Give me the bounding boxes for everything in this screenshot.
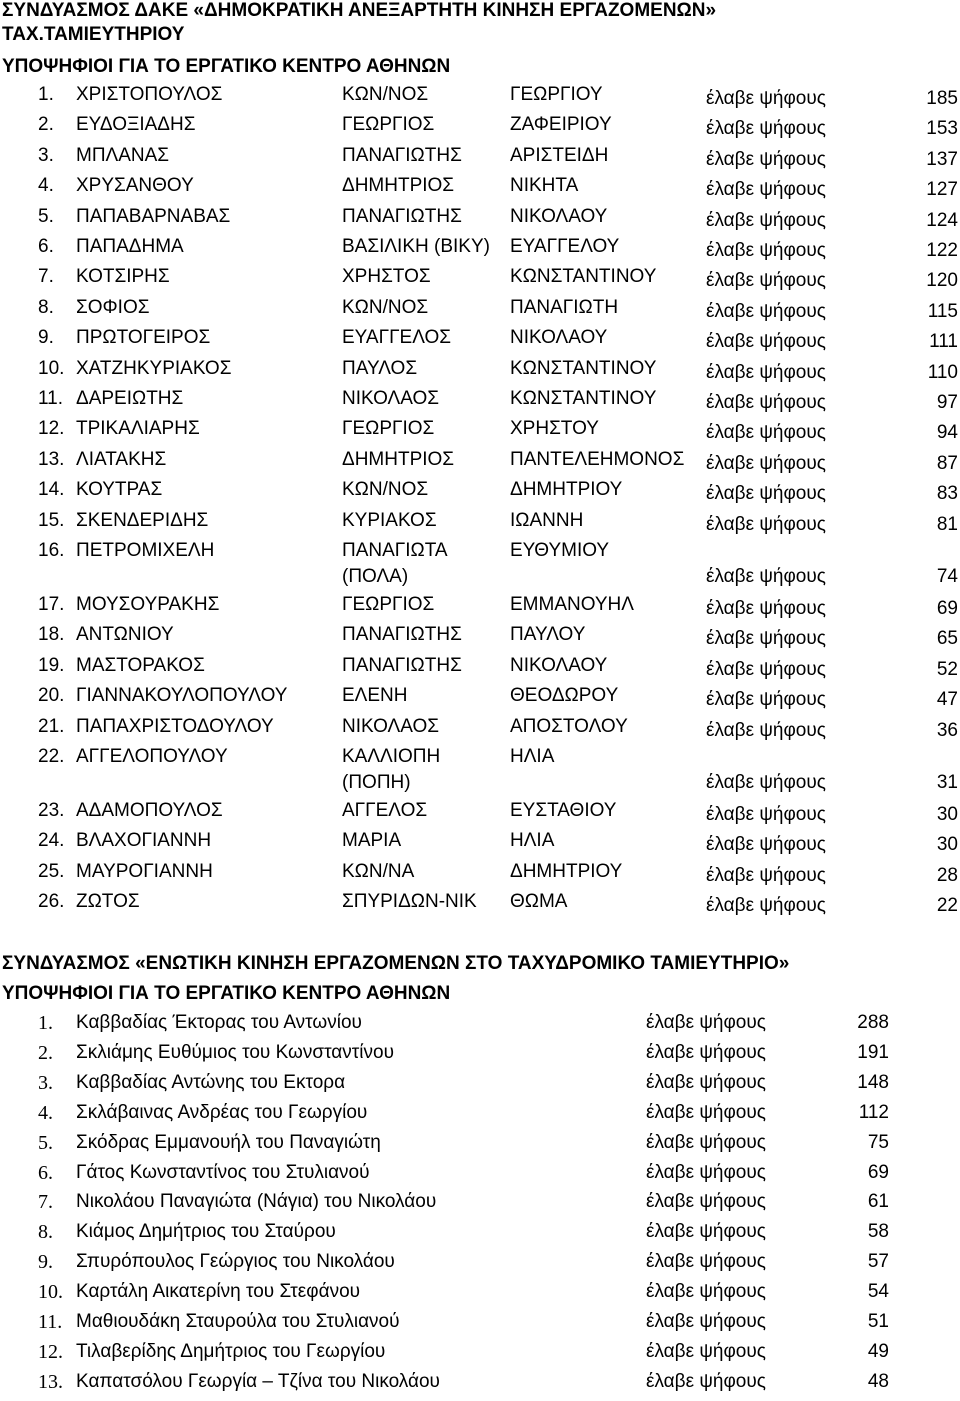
- candidate-row: [0, 297, 960, 327]
- candidate-number: 24.: [38, 830, 65, 852]
- votes-label: έλαβε ψήφους: [646, 1131, 766, 1153]
- votes-label: έλαβε ψήφους: [646, 1041, 766, 1063]
- candidate-first-name: ΠΑΝΑΓΙΩΤΑ: [342, 540, 448, 561]
- candidate-father-name: ΝΙΚΟΛΑΟΥ: [510, 327, 608, 349]
- candidate-first-name: ΝΙΚΟΛΑΟΣ: [342, 715, 440, 737]
- candidate-number: 10.: [38, 1281, 63, 1304]
- candidate-surname: ΛΙΑΤΑΚΗΣ: [76, 448, 167, 470]
- votes-label: έλαβε ψήφους: [706, 804, 826, 825]
- votes-label: έλαβε ψήφους: [646, 1251, 766, 1273]
- candidate-number: 5.: [38, 205, 54, 227]
- votes-label: έλαβε ψήφους: [706, 513, 826, 535]
- candidate-nickname: (ΠΟΛΑ): [342, 566, 409, 587]
- candidate-row: [0, 800, 960, 830]
- candidate-surname: ΧΡΥΣΑΝΘΟΥ: [76, 175, 194, 197]
- candidate-surname: ΠΑΠΑΔΗΜΑ: [76, 236, 184, 257]
- votes-label: έλαβε ψήφους: [706, 118, 826, 140]
- candidate-father-name: ΕΥΣΤΑΘΙΟΥ: [510, 800, 617, 821]
- candidate-number: 11.: [38, 1311, 63, 1333]
- candidate-father-name: ΗΛΙΑ: [510, 830, 555, 852]
- votes-label: έλαβε ψήφους: [706, 179, 826, 201]
- votes-label: έλαβε ψήφους: [706, 148, 826, 170]
- candidate-row: [0, 1132, 960, 1162]
- candidate-first-name: ΓΕΩΡΓΙΟΣ: [342, 114, 435, 136]
- candidate-number: 3.: [38, 144, 54, 166]
- candidate-number: 8.: [38, 296, 54, 318]
- candidate-name: Σκόδρας Εμμανουήλ του Παναγιώτη: [76, 1131, 381, 1153]
- candidate-number: 2.: [38, 114, 54, 136]
- votes-label: έλαβε ψήφους: [646, 1311, 766, 1332]
- votes-count: 48: [867, 1370, 889, 1392]
- candidate-row: [0, 1341, 960, 1371]
- votes-count: 120: [926, 270, 958, 292]
- candidate-name: Τιλαβερίδης Δημήτριος του Γεωργίου: [76, 1340, 386, 1362]
- section2-subheading: ΥΠΟΨΗΦΙΟΙ ΓΙΑ ΤΟ ΕΡΓΑΤΙΚΟ ΚΕΝΤΡΟ ΑΘΗΝΩΝ: [2, 983, 451, 1004]
- candidate-name: Νικολάου Παναγιώτα (Νάγια) του Νικολάου: [76, 1191, 437, 1213]
- candidate-row: [0, 1072, 960, 1102]
- candidate-father-name: ΘΩΜΑ: [510, 891, 568, 913]
- candidate-first-name: ΚΩΝ/ΝΟΣ: [342, 479, 429, 501]
- votes-label: έλαβε ψήφους: [646, 1191, 766, 1213]
- candidate-surname: ΜΑΣΤΟΡΑΚΟΣ: [76, 654, 205, 676]
- candidate-father-name: ΠΑΝΤΕΛΕΗΜΟΝΟΣ: [510, 448, 685, 470]
- votes-label: έλαβε ψήφους: [706, 719, 826, 741]
- votes-label: έλαβε ψήφους: [706, 422, 826, 444]
- candidate-surname: ΔΑΡΕΙΩΤΗΣ: [76, 388, 184, 409]
- candidate-row: [0, 1251, 960, 1281]
- votes-count: 58: [867, 1221, 889, 1243]
- candidate-name: Καββαδίας Έκτορας του Αντωνίου: [76, 1012, 362, 1033]
- candidate-row: [0, 746, 960, 793]
- candidate-name: Σκλιάμης Ευθύμιος του Κωνσταντίνου: [76, 1041, 394, 1063]
- votes-label: έλαβε ψήφους: [706, 658, 826, 680]
- section1-heading-line2: ΤΑΧ.ΤΑΜΙΕΥΤΗΡΙΟΥ: [2, 24, 185, 45]
- candidate-father-name: ΚΩΝΣΤΑΝΤΙΝΟΥ: [510, 357, 657, 379]
- votes-label: έλαβε ψήφους: [706, 209, 826, 231]
- votes-label: έλαβε ψήφους: [706, 864, 826, 886]
- votes-label: έλαβε ψήφους: [706, 895, 826, 917]
- candidate-first-name: ΔΗΜΗΤΡΙΟΣ: [342, 448, 455, 470]
- votes-count: 288: [857, 1012, 889, 1033]
- votes-count: 185: [926, 88, 958, 109]
- candidate-father-name: ΑΠΟΣΤΟΛΟΥ: [510, 715, 628, 737]
- candidate-father-name: ΖΑΦΕΙΡΙΟΥ: [510, 114, 612, 136]
- candidate-surname: ΜΟΥΣΟΥΡΑΚΗΣ: [76, 594, 220, 615]
- votes-label: έλαβε ψήφους: [646, 1161, 766, 1183]
- candidate-row: [0, 1191, 960, 1221]
- votes-count: 57: [867, 1251, 889, 1273]
- votes-label: έλαβε ψήφους: [706, 392, 826, 413]
- votes-label: έλαβε ψήφους: [646, 1101, 766, 1123]
- candidate-father-name: ΠΑΝΑΓΙΩΤΗ: [510, 296, 619, 318]
- candidate-row: [0, 830, 960, 860]
- candidate-row: [0, 206, 960, 236]
- votes-count: 65: [936, 628, 958, 650]
- candidate-first-name: ΠΑΥΛΟΣ: [342, 357, 418, 379]
- candidate-row: [0, 1012, 960, 1042]
- candidate-first-name: ΝΙΚΟΛΑΟΣ: [342, 388, 440, 409]
- section2-heading: ΣΥΝΔΥΑΣΜΟΣ «ΕΝΩΤΙΚΗ ΚΙΝΗΣΗ ΕΡΓΑΖΟΜΕΝΩΝ ΣΤΟ ΤΑΧΥΔΡΟΜΙΚΟ ΤΑΜΙΕΥΤΗΡΙΟ»: [2, 953, 790, 974]
- candidate-father-name: ΔΗΜΗΤΡΙΟΥ: [510, 479, 623, 501]
- candidate-father-name: ΠΑΥΛΟΥ: [510, 624, 586, 646]
- candidate-number: 12.: [38, 418, 65, 440]
- candidate-number: 5.: [38, 1131, 53, 1154]
- votes-label: έλαβε ψήφους: [646, 1221, 766, 1243]
- candidate-number: 13.: [38, 1370, 63, 1393]
- candidate-first-name: ΕΛΕΝΗ: [342, 685, 408, 707]
- votes-label: έλαβε ψήφους: [706, 628, 826, 650]
- votes-count: 74: [936, 566, 958, 587]
- candidate-row: [0, 716, 960, 746]
- candidate-number: 20.: [38, 685, 65, 707]
- candidate-surname: ΧΑΤΖΗΚΥΡΙΑΚΟΣ: [76, 357, 232, 379]
- candidate-number: 19.: [38, 654, 65, 676]
- votes-count: 127: [926, 179, 958, 201]
- votes-count: 30: [936, 804, 958, 825]
- candidate-number: 7.: [38, 1191, 53, 1214]
- candidate-father-name: ΑΡΙΣΤΕΙΔΗ: [510, 144, 609, 166]
- candidate-number: 6.: [38, 236, 54, 257]
- candidate-father-name: ΚΩΝΣΤΑΝΤΙΝΟΥ: [510, 388, 657, 409]
- votes-count: 28: [936, 864, 958, 886]
- candidate-number: 22.: [38, 746, 65, 767]
- votes-label: έλαβε ψήφους: [706, 452, 826, 474]
- candidate-first-name: ΚΥΡΙΑΚΟΣ: [342, 509, 437, 531]
- votes-count: 69: [867, 1161, 889, 1183]
- candidate-first-name: ΠΑΝΑΓΙΩΤΗΣ: [342, 624, 462, 646]
- votes-label: έλαβε ψήφους: [706, 240, 826, 261]
- candidate-row: [0, 114, 960, 144]
- votes-label: έλαβε ψήφους: [706, 331, 826, 353]
- candidate-number: 3.: [38, 1071, 53, 1094]
- candidate-number: 2.: [38, 1041, 53, 1064]
- candidate-name: Καπατσόλου Γεωργία – Τζίνα του Νικολάου: [76, 1370, 440, 1392]
- votes-count: 52: [936, 658, 958, 680]
- votes-label: έλαβε ψήφους: [706, 566, 826, 587]
- votes-count: 22: [936, 895, 958, 917]
- candidate-first-name: ΚΑΛΛΙΟΠΗ: [342, 746, 441, 767]
- votes-count: 75: [867, 1131, 889, 1153]
- candidate-row: [0, 388, 960, 418]
- votes-count: 69: [936, 598, 958, 619]
- candidate-first-name: ΠΑΝΑΓΙΩΤΗΣ: [342, 654, 462, 676]
- votes-count: 110: [927, 361, 958, 383]
- votes-count: 87: [936, 452, 958, 474]
- candidate-number: 1.: [38, 84, 54, 105]
- candidate-number: 17.: [38, 594, 65, 615]
- candidate-row: [0, 510, 960, 540]
- candidate-row: [0, 327, 960, 357]
- candidate-row: [0, 236, 960, 266]
- candidate-row: [0, 861, 960, 891]
- candidate-father-name: ΝΙΚΟΛΑΟΥ: [510, 654, 608, 676]
- candidate-father-name: ΓΕΩΡΓΙΟΥ: [510, 84, 603, 105]
- candidate-name: Γάτος Κωνσταντίνος του Στυλιανού: [76, 1161, 370, 1183]
- votes-label: έλαβε ψήφους: [706, 361, 826, 383]
- candidate-row: [0, 891, 960, 921]
- section1-subheading: ΥΠΟΨΗΦΙΟΙ ΓΙΑ ΤΟ ΕΡΓΑΤΙΚΟ ΚΕΝΤΡΟ ΑΘΗΝΩΝ: [2, 56, 451, 77]
- candidate-father-name: ΕΥΑΓΓΕΛΟΥ: [510, 236, 620, 257]
- candidate-number: 4.: [38, 175, 54, 197]
- votes-label: έλαβε ψήφους: [646, 1281, 766, 1303]
- candidate-first-name: ΚΩΝ/ΝΟΣ: [342, 84, 429, 105]
- votes-count: 47: [936, 689, 958, 711]
- candidate-surname: ΕΥΔΟΞΙΑΔΗΣ: [76, 114, 196, 136]
- votes-label: έλαβε ψήφους: [706, 300, 826, 322]
- candidate-surname: ΑΓΓΕΛΟΠΟΥΛΟΥ: [76, 746, 228, 767]
- candidate-father-name: ΘΕΟΔΩΡΟΥ: [510, 685, 619, 707]
- candidate-number: 23.: [38, 800, 65, 821]
- votes-count: 94: [936, 422, 958, 444]
- candidate-row: [0, 624, 960, 654]
- candidate-first-name: ΣΠΥΡΙΔΩΝ-ΝΙΚ: [342, 891, 477, 913]
- candidate-father-name: ΕΜΜΑΝΟΥΗΛ: [510, 594, 634, 615]
- votes-label: έλαβε ψήφους: [706, 88, 826, 109]
- candidate-number: 21.: [38, 715, 65, 737]
- candidate-surname: ΚΟΥΤΡΑΣ: [76, 479, 163, 501]
- votes-count: 122: [926, 240, 958, 261]
- candidate-surname: ΒΛΑΧΟΓΙΑΝΝΗ: [76, 830, 212, 852]
- votes-count: 124: [926, 209, 958, 231]
- candidate-first-name: ΠΑΝΑΓΙΩΤΗΣ: [342, 144, 462, 166]
- candidate-first-name: ΜΑΡΙΑ: [342, 830, 402, 852]
- candidate-name: Σκλάβαινας Ανδρέας του Γεωργίου: [76, 1101, 368, 1123]
- candidate-surname: ΖΩΤΟΣ: [76, 891, 140, 913]
- candidate-number: 6.: [38, 1161, 53, 1184]
- candidate-father-name: ΙΩΑΝΝΗ: [510, 509, 584, 531]
- candidate-row: [0, 594, 960, 624]
- candidate-first-name: ΚΩΝ/ΝΟΣ: [342, 296, 429, 318]
- votes-count: 61: [867, 1191, 889, 1213]
- candidate-surname: ΧΡΙΣΤΟΠΟΥΛΟΣ: [76, 84, 223, 105]
- candidate-name: Κιάμος Δημήτριος του Σταύρου: [76, 1221, 336, 1243]
- candidate-row: [0, 175, 960, 205]
- candidate-row: [0, 1102, 960, 1132]
- candidate-row: [0, 1371, 960, 1401]
- candidate-number: 13.: [38, 448, 65, 470]
- votes-label: έλαβε ψήφους: [706, 598, 826, 619]
- candidate-surname: ΠΑΠΑΧΡΙΣΤΟΔΟΥΛΟΥ: [76, 715, 274, 737]
- votes-count: 54: [867, 1281, 889, 1303]
- candidate-father-name: ΝΙΚΟΛΑΟΥ: [510, 205, 608, 227]
- votes-count: 97: [936, 392, 958, 413]
- votes-count: 153: [926, 118, 958, 140]
- candidate-number: 11.: [38, 388, 64, 409]
- section1-heading-line1: ΣΥΝΔΥΑΣΜΟΣ ΔΑΚΕ «ΔΗΜΟΚΡΑΤΙΚΗ ΑΝΕΞΑΡΤΗΤΗ ΚΙΝΗΣΗ ΕΡΓΑΖΟΜΕΝΩΝ»: [2, 0, 717, 21]
- votes-count: 111: [929, 331, 958, 353]
- candidate-row: [0, 685, 960, 715]
- candidate-surname: ΑΔΑΜΟΠΟΥΛΟΣ: [76, 800, 223, 821]
- candidate-first-name: ΒΑΣΙΛΙΚΗ (ΒΙΚΥ): [342, 236, 490, 257]
- candidate-row: [0, 266, 960, 296]
- candidate-father-name: ΕΥΘΥΜΙΟΥ: [510, 540, 610, 561]
- votes-label: έλαβε ψήφους: [706, 270, 826, 292]
- candidate-surname: ΓΙΑΝΝΑΚΟΥΛΟΠΟΥΛΟΥ: [76, 685, 288, 707]
- votes-count: 31: [936, 772, 958, 793]
- candidate-number: 1.: [38, 1012, 53, 1034]
- candidate-number: 18.: [38, 624, 65, 646]
- votes-count: 36: [936, 719, 958, 741]
- votes-label: έλαβε ψήφους: [646, 1340, 766, 1362]
- candidate-surname: ΑΝΤΩΝΙΟΥ: [76, 624, 174, 646]
- candidate-surname: ΚΟΤΣΙΡΗΣ: [76, 266, 170, 288]
- candidate-row: [0, 540, 960, 587]
- candidate-number: 15.: [38, 509, 65, 531]
- candidate-number: 25.: [38, 860, 65, 882]
- candidate-number: 10.: [38, 357, 65, 379]
- candidate-surname: ΤΡΙΚΑΛΙΑΡΗΣ: [76, 418, 200, 440]
- candidate-number: 7.: [38, 266, 54, 288]
- candidate-first-name: ΔΗΜΗΤΡΙΟΣ: [342, 175, 455, 197]
- candidate-row: [0, 145, 960, 175]
- candidate-row: [0, 418, 960, 448]
- candidate-first-name: ΓΕΩΡΓΙΟΣ: [342, 418, 435, 440]
- votes-count: 81: [936, 513, 958, 535]
- votes-label: έλαβε ψήφους: [646, 1370, 766, 1392]
- votes-count: 137: [926, 148, 958, 170]
- votes-count: 115: [927, 300, 958, 322]
- votes-count: 191: [857, 1041, 889, 1063]
- candidate-row: [0, 1042, 960, 1072]
- candidate-surname: ΣΚΕΝΔΕΡΙΔΗΣ: [76, 509, 209, 531]
- votes-count: 51: [867, 1311, 889, 1332]
- candidate-number: 8.: [38, 1221, 53, 1244]
- candidate-father-name: ΚΩΝΣΤΑΝΤΙΝΟΥ: [510, 266, 657, 288]
- candidate-row: [0, 358, 960, 388]
- candidate-surname: ΜΑΥΡΟΓΙΑΝΝΗ: [76, 860, 213, 882]
- candidate-father-name: ΔΗΜΗΤΡΙΟΥ: [510, 860, 623, 882]
- candidate-row: [0, 1281, 960, 1311]
- candidate-number: 16.: [38, 540, 65, 561]
- candidate-first-name: ΑΓΓΕΛΟΣ: [342, 800, 428, 821]
- votes-count: 30: [936, 834, 958, 856]
- candidate-number: 9.: [38, 1251, 53, 1274]
- candidate-row: [0, 655, 960, 685]
- votes-label: έλαβε ψήφους: [646, 1012, 766, 1033]
- candidate-first-name: ΓΕΩΡΓΙΟΣ: [342, 594, 435, 615]
- candidate-first-name: ΚΩΝ/ΝΑ: [342, 860, 415, 882]
- votes-count: 112: [858, 1101, 889, 1123]
- candidate-row: [0, 1221, 960, 1251]
- candidate-surname: ΜΠΛΑΝΑΣ: [76, 144, 170, 166]
- candidate-father-name: ΧΡΗΣΤΟΥ: [510, 418, 599, 440]
- candidate-father-name: ΝΙΚΗΤΑ: [510, 175, 579, 197]
- candidate-row: [0, 1311, 960, 1341]
- votes-label: έλαβε ψήφους: [706, 689, 826, 711]
- votes-label: έλαβε ψήφους: [706, 834, 826, 856]
- candidate-number: 14.: [38, 479, 65, 501]
- candidate-surname: ΣΟΦΙΟΣ: [76, 296, 150, 318]
- candidate-name: Μαθιουδάκη Σταυρούλα του Στυλιανού: [76, 1311, 400, 1332]
- candidate-row: [0, 1162, 960, 1192]
- votes-count: 49: [867, 1340, 889, 1362]
- votes-count: 83: [936, 483, 958, 505]
- candidate-first-name: ΧΡΗΣΤΟΣ: [342, 266, 431, 288]
- candidate-name: Καββαδίας Αντώνης του Εκτορα: [76, 1071, 346, 1093]
- candidate-number: 4.: [38, 1101, 53, 1124]
- candidate-name: Καρτάλη Αικατερίνη του Στεφάνου: [76, 1281, 361, 1303]
- candidate-number: 26.: [38, 891, 65, 913]
- candidate-row: [0, 479, 960, 509]
- votes-label: έλαβε ψήφους: [706, 483, 826, 505]
- candidate-surname: ΠΡΩΤΟΓΕΙΡΟΣ: [76, 327, 211, 349]
- candidate-number: 9.: [38, 327, 54, 349]
- votes-label: έλαβε ψήφους: [706, 772, 826, 793]
- candidate-number: 12.: [38, 1340, 63, 1363]
- candidate-surname: ΠΕΤΡΟΜΙΧΕΛΗ: [76, 540, 215, 561]
- candidate-row: [0, 84, 960, 114]
- candidate-name: Σπυρόπουλος Γεώργιος του Νικολάου: [76, 1251, 395, 1273]
- candidate-nickname: (ΠΟΠΗ): [342, 772, 411, 793]
- candidate-row: [0, 449, 960, 479]
- candidate-first-name: ΠΑΝΑΓΙΩΤΗΣ: [342, 205, 462, 227]
- candidate-father-name: ΗΛΙΑ: [510, 746, 555, 767]
- candidate-first-name: ΕΥΑΓΓΕΛΟΣ: [342, 327, 452, 349]
- candidate-surname: ΠΑΠΑΒΑΡΝΑΒΑΣ: [76, 205, 231, 227]
- votes-label: έλαβε ψήφους: [646, 1071, 766, 1093]
- votes-count: 148: [857, 1071, 889, 1093]
